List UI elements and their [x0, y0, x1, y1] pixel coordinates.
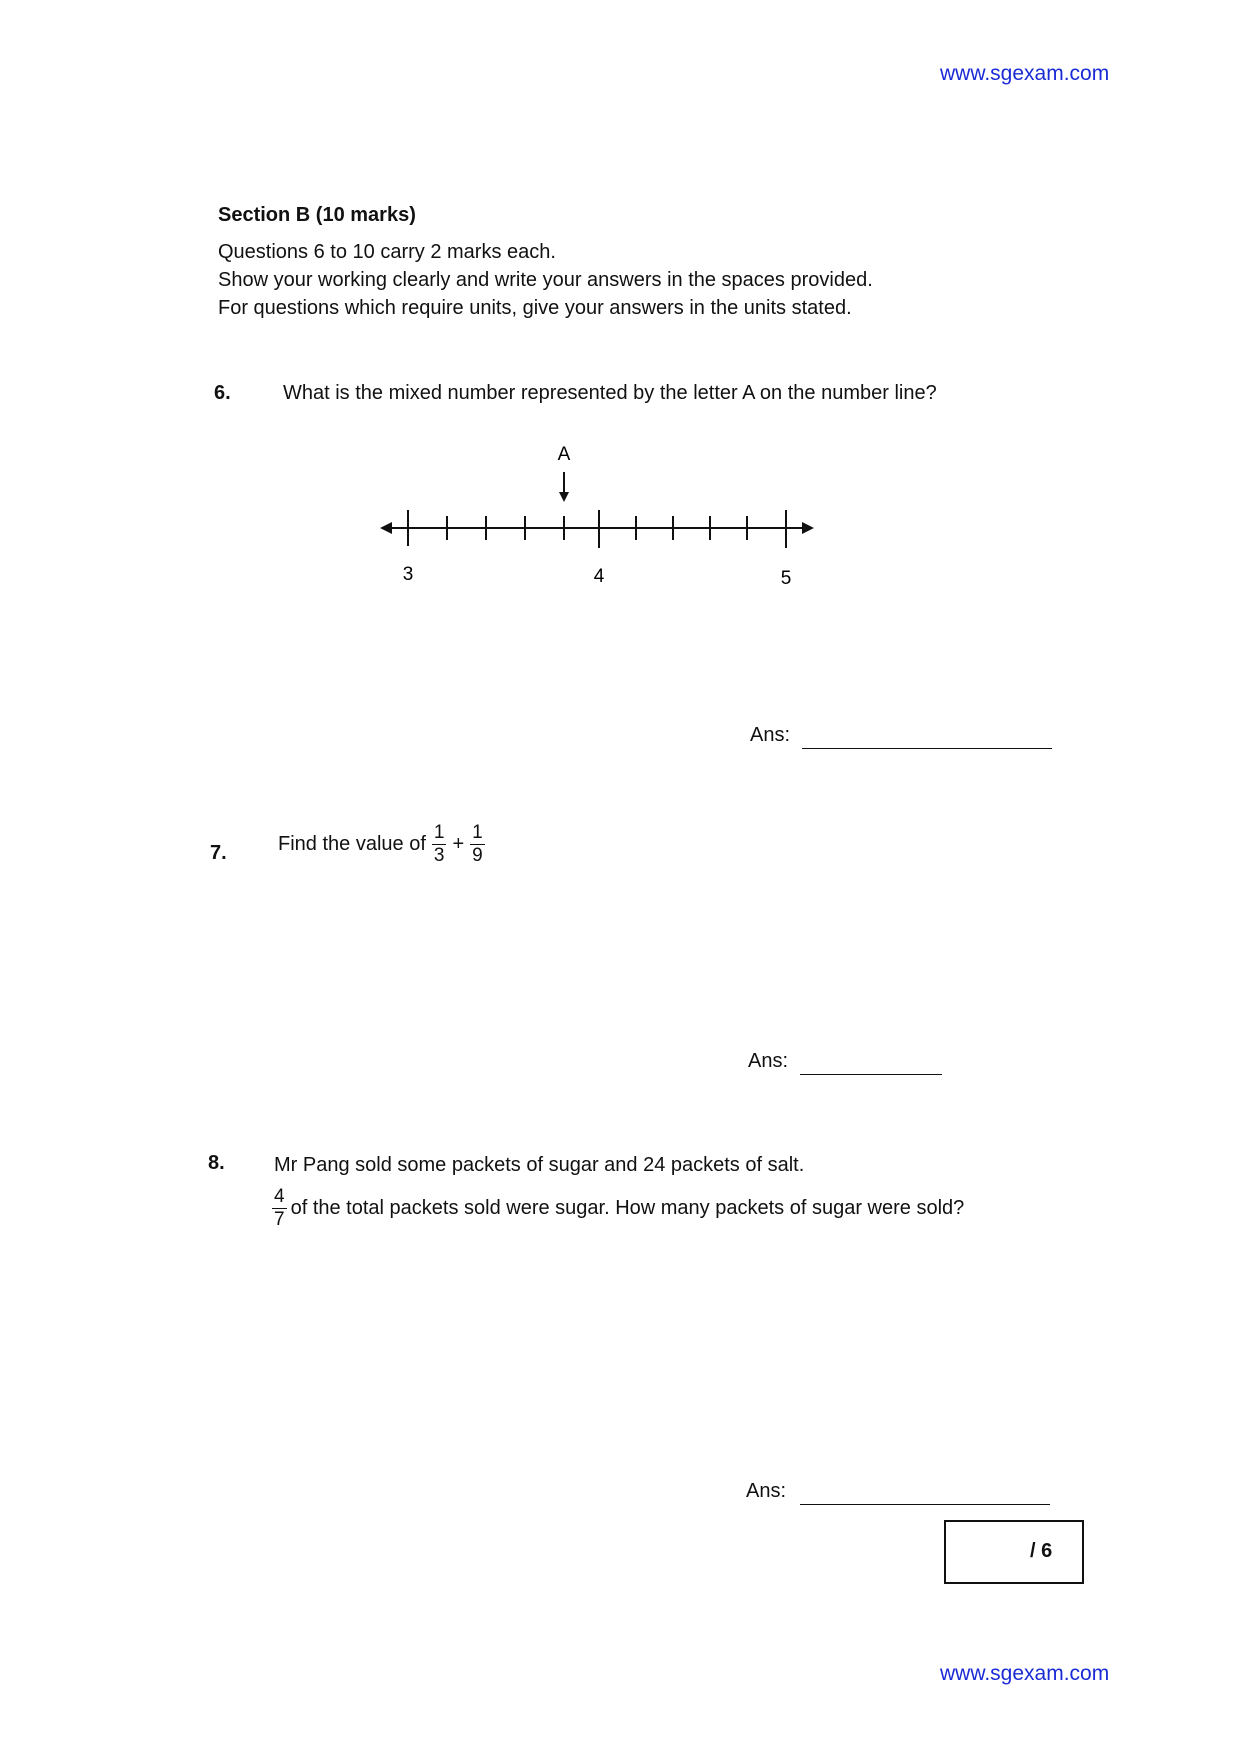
score-box [944, 1520, 1084, 1584]
score-text: / 6 [1030, 1540, 1053, 1562]
q7-ans-label: Ans: [748, 1050, 789, 1072]
label-5: 5 [780, 568, 792, 589]
instruction-line-1: Questions 6 to 10 carry 2 marks each. [218, 241, 556, 263]
q6-answer-line[interactable] [802, 748, 1052, 749]
q7-expression [278, 822, 485, 867]
q7-fraction-2 [470, 822, 485, 867]
marker-arrow-head [559, 492, 569, 502]
q7-fraction-2-den: 9 [472, 845, 483, 866]
number-line-diagram [370, 436, 830, 596]
q7-fraction-1-num: 1 [433, 822, 445, 843]
footer-website-link[interactable]: www.sgexam.com [940, 1662, 1110, 1685]
q7-text: Find the value of [278, 833, 426, 855]
instruction-line-3: For questions which require units, give your answers in the units stated. [218, 297, 852, 319]
q6-text: What is the mixed number represented by the letter A on the number line? [283, 382, 937, 404]
right-arrowhead [802, 522, 814, 534]
label-3: 3 [402, 564, 414, 585]
q8-ans-label: Ans: [746, 1480, 787, 1502]
section-instructions [218, 238, 873, 322]
q7-answer-line[interactable] [800, 1074, 942, 1075]
instruction-line-2: Show your working clearly and write your answers in the spaces provided. [218, 269, 873, 291]
number-line-svg [370, 436, 830, 596]
q8-line-1: Mr Pang sold some packets of sugar and 24 packets of salt. [274, 1154, 805, 1176]
label-4: 4 [593, 566, 605, 587]
q8-fraction-num: 4 [274, 1186, 285, 1207]
q8-fraction-den: 7 [274, 1209, 285, 1230]
q6-ans-label: Ans: [750, 724, 791, 746]
q7-fraction-1 [432, 822, 447, 867]
header-website-link[interactable]: www.sgexam.com [940, 62, 1110, 85]
q7-fraction-1-den: 3 [433, 845, 445, 866]
left-arrowhead [380, 522, 392, 534]
q8-fraction [272, 1186, 287, 1231]
q8-answer-line[interactable] [800, 1504, 1050, 1505]
q7-operator: + [452, 833, 465, 855]
q6-number: 6. [214, 382, 231, 404]
q7-number: 7. [210, 842, 227, 864]
q8-number: 8. [208, 1152, 225, 1174]
section-title: Section B (10 marks) [218, 204, 416, 226]
q8-line-2-row [272, 1186, 964, 1231]
q8-line-2: of the total packets sold were sugar. How many packets of sugar were sold? [290, 1197, 965, 1219]
marker-a-label: A [557, 444, 571, 465]
q7-fraction-2-num: 1 [472, 822, 483, 843]
